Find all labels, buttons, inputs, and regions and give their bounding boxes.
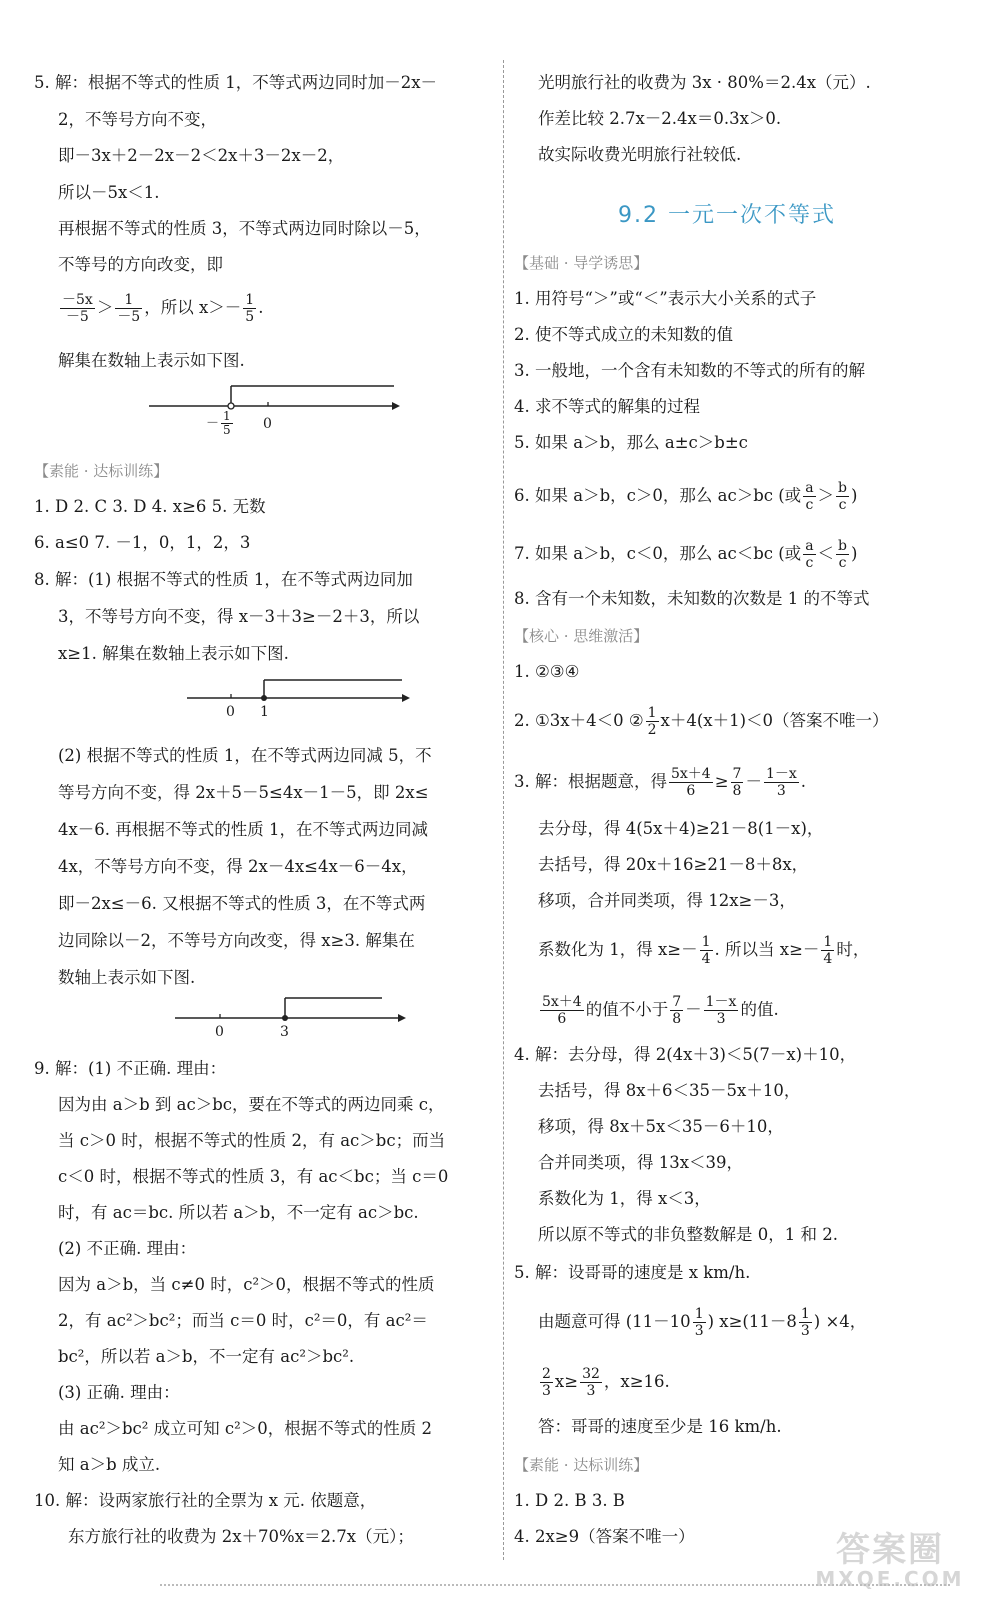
number-line-2-svg bbox=[184, 668, 414, 728]
number-line-1 bbox=[144, 378, 404, 448]
q9-line-1: 9. 解：(1) 不正确. 理由： bbox=[34, 1059, 227, 1078]
q8-line-9: 边同除以－2，不等号方向改变，得 x≥3. 解集在 bbox=[58, 931, 415, 950]
basic-7: 7. 如果 a＞b，c＜0，那么 ac＜bc (或 $\frac{a}{c}$ ＜ $\frac{b}{c}$ ) bbox=[514, 538, 858, 571]
basic-3: 3. 一般地，一个含有未知数的不等式的所有的解 bbox=[514, 361, 865, 380]
core-4-line-2: 去括号，得 8x＋6＜35－5x＋10， bbox=[538, 1081, 801, 1100]
q8-line-4: (2) 根据不等式的性质 1，在不等式两边同减 5，不 bbox=[58, 746, 432, 765]
core-5-line-1: 5. 解：设哥哥的速度是 x km/h. bbox=[514, 1263, 751, 1282]
q9-line-11: 由 ac²＞bc² 成立可知 c²＞0，根据不等式的性质 2 bbox=[58, 1419, 432, 1438]
answers-r-4: 4. 2x≥9（答案不唯一） bbox=[514, 1527, 695, 1546]
column-divider bbox=[503, 60, 504, 1560]
section-heading-suneng-1: 【素能 · 达标训练】 bbox=[34, 462, 169, 480]
q9-line-7: 因为 a＞b，当 c≠0 时，c²＞0，根据不等式的性质 bbox=[58, 1275, 435, 1294]
q5-line-3: 即－3x＋2－2x－2＜2x＋3－2x－2， bbox=[58, 146, 345, 165]
q8-line-6: 4x－6. 再根据不等式的性质 1，在不等式两边同减 bbox=[58, 820, 429, 839]
core-4-line-1: 4. 解：去分母，得 2(4x＋3)＜5(7－x)＋10， bbox=[514, 1045, 857, 1064]
core-2: 2. ①3x＋4＜0 ② $\frac{1}{2}$ x＋4(x＋1)＜0（答案不唯一） bbox=[514, 705, 889, 738]
section-heading-suneng-2: 【素能 · 达标训练】 bbox=[514, 1456, 649, 1474]
q8-line-1: 8. 解：(1) 根据不等式的性质 1，在不等式两边同加 bbox=[34, 570, 413, 589]
q9-line-6: (2) 不正确. 理由： bbox=[58, 1239, 197, 1258]
number-line-1-label-zero: 0 bbox=[263, 416, 272, 432]
q10-line-4: 作差比较 2.7x－2.4x＝0.3x＞0. bbox=[538, 109, 782, 128]
q10-line-3: 光明旅行社的收费为 3x · 80%＝2.4x（元）. bbox=[538, 73, 871, 92]
section-heading-jichu: 【基础 · 导学诱思】 bbox=[514, 254, 649, 272]
basic-8: 8. 含有一个未知数，未知数的次数是 1 的不等式 bbox=[514, 589, 870, 608]
number-line-2-label-one: 1 bbox=[260, 704, 269, 720]
number-line-3-label-zero: 0 bbox=[215, 1024, 224, 1040]
number-line-3-label-three: 3 bbox=[280, 1024, 289, 1040]
footer-rule bbox=[160, 1584, 950, 1596]
q9-line-9: bc²，所以若 a＞b，不一定有 ac²＞bc². bbox=[58, 1347, 355, 1366]
number-line-3 bbox=[172, 988, 412, 1048]
q10-line-2: 东方旅行社的收费为 2x＋70%x＝2.7x（元）； bbox=[68, 1527, 414, 1546]
q9-line-8: 2，有 ac²＞bc²；而当 c＝0 时，c²＝0，有 ac²＝ bbox=[58, 1311, 428, 1330]
section-title: 9.2 一元一次不等式 bbox=[618, 203, 836, 228]
core-4-line-3: 移项，得 8x＋5x＜35－6＋10， bbox=[538, 1117, 784, 1136]
q5-line-5: 再根据不等式的性质 3，不等式两边同时除以－5， bbox=[58, 219, 431, 238]
core-4-line-4: 合并同类项，得 13x＜39， bbox=[538, 1153, 744, 1172]
q8-line-3: x≥1. 解集在数轴上表示如下图. bbox=[58, 644, 289, 663]
q5-line-8: 解集在数轴上表示如下图. bbox=[58, 351, 245, 370]
core-3-line-3: 去括号，得 20x＋16≥21－8＋8x， bbox=[538, 855, 809, 874]
q10-line-1: 10. 解：设两家旅行社的全票为 x 元. 依题意， bbox=[34, 1491, 377, 1510]
q5-line-6: 不等号的方向改变，即 bbox=[58, 255, 223, 274]
number-line-1-label-neg-fifth: － $\frac{1}{5}$ bbox=[206, 409, 231, 437]
core-4-line-6: 所以原不等式的非负整数解是 0，1 和 2. bbox=[538, 1225, 838, 1244]
basic-5: 5. 如果 a＞b，那么 a±c＞b±c bbox=[514, 433, 748, 452]
q8-line-2: 3，不等号方向不变，得 x－3＋3≥－2＋3，所以 bbox=[58, 607, 420, 626]
basic-2: 2. 使不等式成立的未知数的值 bbox=[514, 325, 733, 344]
number-line-1-svg bbox=[144, 378, 404, 448]
section-heading-hexin: 【核心 · 思维激活】 bbox=[514, 627, 649, 645]
core-3-line-1: 3. 解：根据题意，得 $\frac{5x+4}{6}$ ≥ $\frac{7}{8}$ － $\frac{1-x}{3}$ . bbox=[514, 766, 807, 799]
answers-r-1-3: 1. D 2. B 3. B bbox=[514, 1491, 625, 1510]
q8-line-7: 4x，不等号方向不变，得 2x－4x≤4x－6－4x， bbox=[58, 857, 418, 876]
number-line-2-label-zero: 0 bbox=[226, 704, 235, 720]
core-4-line-5: 系数化为 1，得 x＜3， bbox=[538, 1189, 711, 1208]
q9-line-4: c＜0 时，根据不等式的性质 3，有 ac＜bc；当 c＝0 bbox=[58, 1167, 449, 1186]
core-3-line-4: 移项，合并同类项，得 12x≥－3， bbox=[538, 891, 796, 910]
core-1: 1. ②③④ bbox=[514, 662, 580, 681]
q8-line-8: 即－2x≤－6. 又根据不等式的性质 3，在不等式两 bbox=[58, 894, 426, 913]
q9-line-2: 因为由 a＞b 到 ac＞bc，要在不等式的两边同乘 c， bbox=[58, 1095, 445, 1114]
q9-line-10: (3) 正确. 理由： bbox=[58, 1383, 180, 1402]
basic-4: 4. 求不等式的解集的过程 bbox=[514, 397, 700, 416]
q5-line-4: 所以－5x＜1. bbox=[58, 183, 160, 202]
answers-1-5: 1. D 2. C 3. D 4. x≥6 5. 无数 bbox=[34, 497, 266, 516]
basic-1: 1. 用符号“＞”或“＜”表示大小关系的式子 bbox=[514, 289, 817, 308]
q8-line-5: 等号方向不变，得 2x＋5－5≤4x－1－5，即 2x≤ bbox=[58, 783, 429, 802]
q5-line-2: 2，不等号方向不变， bbox=[58, 110, 217, 129]
core-3-line-2: 去分母，得 4(5x＋4)≥21－8(1－x)， bbox=[538, 819, 824, 838]
core-3-line-6: $\frac{5x+4}{6}$ 的值不小于 $\frac{7}{8}$ － $\frac{1-x}{3}$ 的值. bbox=[542, 994, 779, 1027]
number-line-2 bbox=[184, 668, 414, 728]
basic-6: 6. 如果 a＞b，c＞0，那么 ac＞bc (或 $\frac{a}{c}$ ＞ $\frac{b}{c}$ ) bbox=[514, 480, 858, 513]
core-5-line-4: 答：哥哥的速度至少是 16 km/h. bbox=[538, 1417, 782, 1436]
core-5-line-3: $\frac{2}{3}$ x≥ $\frac{32}{3}$ ，x≥16. bbox=[542, 1366, 670, 1399]
number-line-3-svg bbox=[172, 988, 412, 1048]
core-3-line-5: 系数化为 1，得 x≥－ $\frac{1}{4}$ . 所以当 x≥－ $\frac{1}{4}$ 时， bbox=[538, 934, 870, 967]
q5-fraction-line: $\frac{-5x}{-5}$ ＞ $\frac{1}{-5}$ ，所以 x＞－ $\frac{1}{5}$ . bbox=[62, 292, 264, 325]
q9-line-12: 知 a＞b 成立. bbox=[58, 1455, 161, 1474]
q5-line-1: 5. 解：根据不等式的性质 1，不等式两边同时加－2x－ bbox=[34, 73, 438, 92]
q10-line-5: 故实际收费光明旅行社较低. bbox=[538, 145, 742, 164]
q9-line-5: 时，有 ac＝bc. 所以若 a＞b，不一定有 ac＞bc. bbox=[58, 1203, 419, 1222]
watermark-logo: 答案圈 MXQE.COM bbox=[815, 1530, 965, 1591]
core-5-line-2: 由题意可得 (11－10 $\frac{1}{3}$ ) x≥(11－8 $\frac{1}{3}$ ) ×4， bbox=[538, 1306, 867, 1339]
q8-line-10: 数轴上表示如下图. bbox=[58, 968, 196, 987]
answers-6-7: 6. a≤0 7. －1，0，1，2，3 bbox=[34, 533, 251, 552]
q9-line-3: 当 c＞0 时，根据不等式的性质 2，有 ac＞bc；而当 bbox=[58, 1131, 446, 1150]
